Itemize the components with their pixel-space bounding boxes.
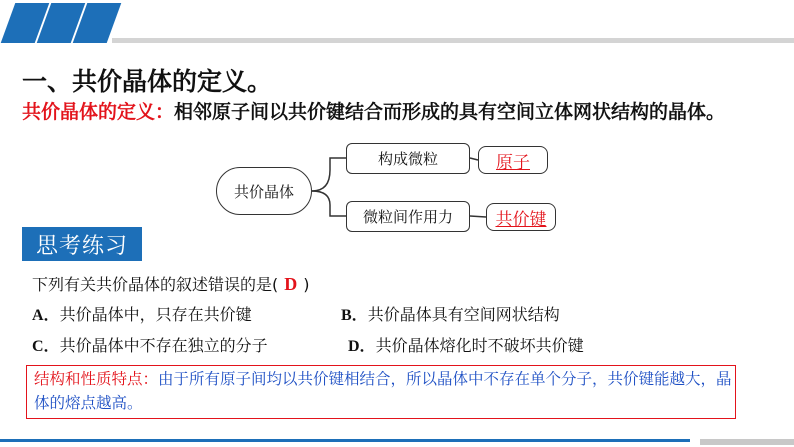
option-letter: D． <box>348 338 376 355</box>
footer-decoration <box>0 439 794 447</box>
option-text: 共价晶体中不存在独立的分子 <box>59 336 268 355</box>
diagram-node-particles: 构成微粒 <box>346 143 470 174</box>
option-text: 共价晶体中，只存在共价键 <box>59 305 252 324</box>
option-a[interactable] <box>32 302 252 325</box>
note-text-block <box>34 367 734 415</box>
question-answer: D <box>284 274 298 294</box>
practice-tag: 思考练习 <box>22 227 142 261</box>
option-d[interactable] <box>348 333 584 356</box>
diagram-root-node: 共价晶体 <box>216 167 312 215</box>
diagram-node-force: 微粒间作用力 <box>346 201 470 232</box>
diagram-answer-particles <box>478 146 548 174</box>
option-text: 共价晶体熔化时不破坏共价键 <box>375 336 584 355</box>
option-letter: A． <box>32 307 60 324</box>
question-suffix: ) <box>303 275 310 294</box>
answer-atom: 原子 <box>496 152 530 173</box>
option-c[interactable] <box>32 333 268 356</box>
question-stem <box>32 272 310 295</box>
note-label: 结构和性质特点： <box>34 370 159 388</box>
section-heading: 一、共价晶体的定义。 <box>22 67 273 96</box>
option-letter: C． <box>32 338 60 355</box>
option-text: 共价晶体具有空间网状结构 <box>367 305 560 324</box>
option-letter: B． <box>341 307 368 324</box>
definition-label: 共价晶体的定义： <box>22 101 175 123</box>
diagram-answer-force <box>486 203 556 231</box>
answer-covalent-bond: 共价键 <box>495 209 547 230</box>
definition-text: 相邻原子间以共价键结合而形成的具有空间立体网状结构的晶体。 <box>174 101 726 123</box>
note-text: 由于所有原子间均以共价键相结合，所以晶体中不存在单个分子，共价键能越大，晶体的熔点越高。 <box>34 370 732 412</box>
option-b[interactable] <box>341 302 560 325</box>
question-prefix: 下列有关共价晶体的叙述错误的是( <box>32 275 279 294</box>
